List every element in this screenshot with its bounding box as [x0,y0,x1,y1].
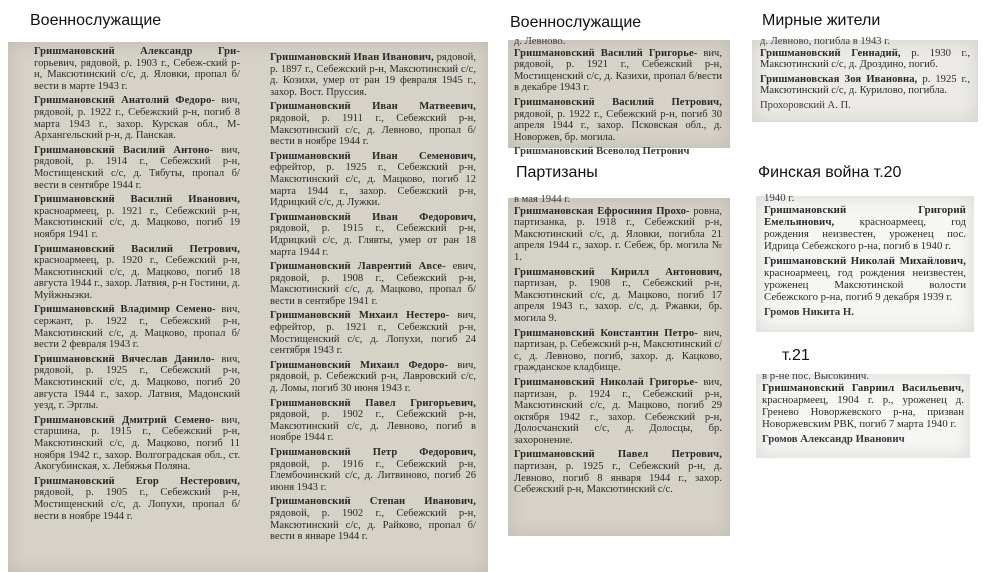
scan-military-right [508,36,730,158]
entry-name: Гришмановский Иван Семенович, [270,150,476,162]
heading-civilians: Мирные жители [762,12,881,29]
list-item [270,261,476,307]
entry-text: рядовой, р. 1922 г., Себежский р-н, погиб 30 апреля 1944 г., захор. Псковская обл., д. Новоржев, бр. могила. [514,108,722,143]
entry-name: Гришмановский Василий Петрович, [514,96,722,108]
list-item [34,145,240,191]
list-item [270,212,476,258]
entry-text: ровна, партизанка, р. 1918 г., Себежский р-н, Максютинский с/с, д. Яловки, погибла 21 апреля 1944 г., захор. г. Себеж, бр. могила № 1. [514,205,722,263]
entry-name: Гришмановский Анатолий Федоро- [34,95,216,107]
entry-name: Гришмановский Петр Федорович, [270,447,476,458]
entry-text: вич, рядовой, р. Себежский р-н, Лавровский с/с, д. Ломы, погиб 30 июня 1943 г. [270,359,476,395]
entry-name: Гришмановский Константин Петро- [514,327,698,339]
entry-text: рядовой, р. 1905 г., Себежский р-н, Мостищенский с/с, д. Лопухи, пропал б/вести в ноябре 1944 г. [34,487,240,522]
entry-text: ефрейтор, р. 1925 г., Себежский р-н, Максютинский с/с, д. Мацково, погиб 12 марта 1944 г., захор. Себежский р-н, Идрицкий с/с, д. Лужки. [270,162,476,209]
entry-name: Гришмановский Кирилл Антонович, [514,266,722,278]
entry-text: р. 1925 г., Максютинский с/с, д. Курилово, погибла. [760,73,970,97]
list-item [514,48,722,94]
entry-name: Гришмановский Иван Иванович, [270,52,434,63]
entry-name: Гришмановский Николай Григорье- [514,376,698,388]
entry-name: Гришмановский Владимир Семено- [34,304,216,316]
scan-civilians [752,36,978,122]
entry-text: красноармеец, год рождения неизвестен, уроженец Максютинской волости Себежского р-на, погиб 9 декабря 1939 г. [764,267,966,303]
entry-name: Гришмановский Геннадий, [760,47,901,59]
entry-name: Гришмановский Степан Иванович, [270,496,476,508]
entry-name: Гришмановский Иван Матвеевич, [270,101,476,113]
entry-text: вич, ефрейтор, р. 1921 г., Себежский р-н, Мостищенский с/с, д. Лопухи, погиб 24 сентября 1943 г. [270,310,476,357]
column-left-1 [34,46,240,572]
entry-name: Гришмановский Лаврентий Авсе- [270,261,446,273]
list-item [762,382,964,430]
column-military-right [514,36,722,158]
entry-name: Гришмановский Гавриил Васильевич, [762,382,964,394]
column-civilians [760,36,970,122]
entry-text: вич, сержант, р. 1922 г., Себежский р-н, Максютинский с/с, д. Мацково, пропал б/вести 2 февраля 1943 г. [34,304,240,351]
list-item [34,476,240,522]
entry-text: рядовой, р. 1902 г., Себежский р-н, Максютинский с/с, д. Райково, пропал б/вести в январе 1944 г. [270,507,476,543]
heading-partisans: Партизаны [516,164,598,181]
entry-text: красноармеец, 1904 г. р., уроженец д. Гренево Новоржевского р-на, призван Новоржевским РВК, погиб 7 марта 1940 г. [762,394,964,430]
list-item [514,377,722,447]
list-item [764,255,966,303]
heading-finnish-war: Финская война т.20 [758,164,902,181]
entry-text: рядовой, р. 1916 г., Себежский р-н, Глембочинский с/с, д. Литвиново, погиб 26 июня 1943 г. [270,458,476,493]
entry-text: красноармеец, год рождения неизвестен, уроженец пос. Идрица Себежского р-на, погиб в 1940 г. [764,216,967,252]
column-finnish [764,192,966,332]
entry-text: рядовой, р. 1897 г., Себежский р-н, Максютинский с/с, д. Козихи, умер от ран 19 февраля 1945 г., захор. Вост. Пруссия. [270,52,476,98]
entry-text: вич, рядовой, р. 1925 г., Себежский р-н, Максютинский с/с, д. Мацково, погиб 20 августа 1944 г., захор. Латвия, Мадонский уезд, г. Эрглы. [34,353,240,412]
entry-text: партизан, р. 1908 г., Себежский р-н, Максютинский с/с, д. Мацково, погиб 17 апреля 1943 г., захор. с/с, д. Ржавки, бр. могила 9. [514,278,722,324]
entry-text: рядовой, р. 1915 г., Себежский р-н, Идрицкий с/с, д. Глявты, умер от ран 18 марта 1944 г. [270,223,476,258]
entry-text: вич, рядовой, р. 1914 г., Себежский р-н, Мостищенский с/с, д. Тябуты, пропал б/вести в сентябре 1944 г. [34,144,241,191]
entry-text: рядовой, р. 1902 г., Себежский р-н, Максютинский с/с, д. Левново, погиб в ноябре 1944 г. [270,409,476,444]
entry-text: р. 1930 г., Максютинский с/с, д. Дроздино, погиб. [760,47,970,71]
entry-text: вич, рядовой, р. 1921 г., Себежский р-н, Мостищенский с/с, д. Казихи, пропал б/вести в декабре 1943 г. [514,47,722,94]
list-item [270,151,476,209]
entry-name: Гришмановская Ефросиния Прохо- [514,205,690,217]
entry-name: Гришмановский Николай Михайлович, [764,255,966,267]
list-item [270,52,476,98]
column-partisans [514,194,722,536]
entry-name: Гришмановский Василий Григорье- [514,47,698,59]
list-item [270,398,476,444]
entry-name: Гришмановский Вячеслав Данило- [34,353,215,365]
entry-text: красноармеец, р. 1920 г., Себежский р-н, Максютинский с/с, д. Мацково, погиб 18 августа 1944 г., захор. Латвия, р-н Гостини, д. Муйжныэки. [34,255,240,301]
list-item [34,194,240,240]
scan-partisans [508,194,730,536]
fragment-bottom: Громов Никита Н. [764,306,854,318]
fragment-bottom: Прохоровский А. П. [760,99,851,111]
entry-text: евич, рядовой, р. 1908 г., Себежский р-н, Максютинский с/с, д. Мацково, пропал б/вести в сентябре 1941 г. [270,261,476,307]
entry-name: Гришмановская Зоя Ивановна, [760,73,918,85]
list-item [760,74,970,97]
entry-name: Гришмановский Павел Петрович, [514,449,722,461]
list-item [34,95,240,141]
list-item [270,447,476,493]
list-item [34,415,240,473]
list-item [514,267,722,325]
entry-name: Гришмановский Павел Григорьевич, [270,397,476,409]
list-item [34,244,240,302]
list-item [514,328,722,374]
column-left-2 [270,52,476,572]
heading-military-right: Военнослужащие [510,14,642,31]
entry-name: Гришмановский Иван Федорович, [270,211,476,223]
heading-vol21: т.21 [782,347,810,364]
list-item [760,48,970,71]
entry-name: Гришмановский Василий Петрович, [34,243,240,255]
entry-name: Гришмановский Василий Иванович, [34,194,240,206]
fragment-bottom: Гришмановский Всеволод Петрович [514,146,690,158]
list-item [270,496,476,542]
entry-name: Гришмановский Дмитрий Семено- [34,414,215,426]
list-item [514,97,722,143]
entry-name: Гришмановский Григорий Емельянович, [764,204,966,228]
entry-name: Гришмановский Александр Гри- [34,46,240,57]
list-item [34,46,240,92]
entry-text: вич, рядовой, р. 1922 г., Себежский р-н, погиб 8 марта 1943 г., захор. Курская обл., М-Архангельский р-н, д. Панская. [34,95,240,142]
fragment-top: в мая 1944 г. [514,194,571,205]
entry-text: вич, старшина, р. 1915 г., Себежский р-н, Максютинский с/с, д. Мацково, погиб 11 ноября 1942 г., захор. Волгоградская обл., ст. Акогубинская, х. Лебяжья Поляна. [34,414,240,473]
fragment-top: д. Левново. [514,36,566,47]
list-item [514,206,722,264]
fragment-top: д. Левново, погибла в 1943 г. [760,36,891,47]
entry-text: партизан, р. 1925 г., Себежский р-н, д. Левново, погиб 8 января 1944 г., захор. Себежский р-н, Максютинский с/с. [514,461,722,496]
entry-text: вич, партизан, р. Себежский р-н, Максютинский с/с, д. Левново, погиб, захор. д. Кацково, гражданское кладбище. [514,327,722,374]
entry-text: вич, партизан, р. 1924 г., Себежский р-н, Максютинский с/с, д. Мацково, погиб 29 октября 1942 г., захор. Себежский р-н, Долосчанский с/с, д. Долосцы, бр. захоронение. [514,376,722,446]
fragment-bottom: Громов Александр Иванович [762,433,905,445]
scan-finnish-war-vol20 [756,192,974,332]
scan-vol21 [756,370,970,458]
list-item [270,310,476,356]
entry-name: Гришмановский Егор Нестерович, [34,475,240,487]
entry-name: Гришмановский Михаил Нестеро- [270,310,450,322]
fragment-top: 1940 г. [764,192,795,204]
list-item [34,304,240,350]
list-item [764,204,966,252]
entry-text: горьевич, рядовой, р. 1903 г., Себеж-ский р-н, Максютинский с/с, д. Яловки, пропал б/вести в марте 1943 г. [34,57,240,92]
heading-military-left: Военнослужащие [30,12,162,29]
entry-name: Гришмановский Михаил Федоро- [270,359,449,371]
fragment-top: в р-не пос. Высокинич. [762,370,870,382]
entry-text: красноармеец, р. 1921 г., Себежский р-н, Максютинский с/с, д. Мацково, погиб 19 ноября 1941 г. [34,205,240,240]
list-item [270,101,476,147]
scan-military-left [8,42,488,572]
list-item [514,449,722,495]
list-item [270,360,476,395]
column-vol21 [762,370,964,458]
entry-name: Гришмановский Василий Антоно- [34,144,214,156]
list-item [34,354,240,412]
entry-text: рядовой, р. 1911 г., Себежский р-н, Максютинский с/с, д. Левново, пропал б/вести в ноябре 1944 г. [270,112,476,148]
